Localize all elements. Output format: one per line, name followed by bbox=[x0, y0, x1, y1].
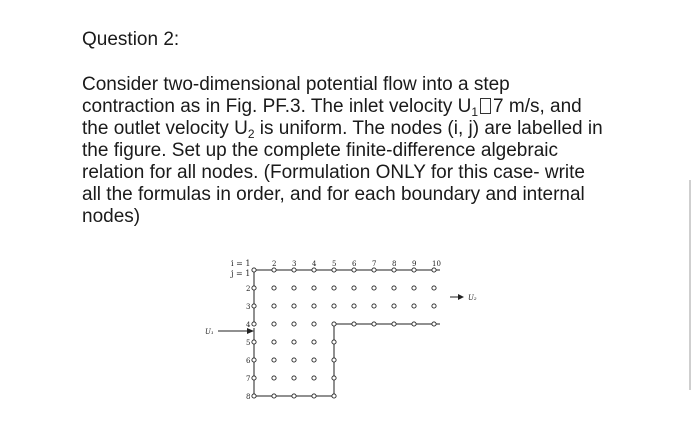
inlet-subscript: 1 bbox=[471, 105, 479, 119]
grid-node bbox=[252, 304, 256, 308]
grid-node bbox=[332, 268, 336, 272]
grid-node bbox=[272, 304, 276, 308]
column-number: 10 bbox=[432, 260, 441, 268]
grid-node bbox=[412, 304, 416, 308]
grid-node bbox=[252, 286, 256, 290]
grid-node bbox=[292, 268, 296, 272]
j-label: j = 1 bbox=[231, 269, 251, 278]
grid-node bbox=[312, 268, 316, 272]
grid-node bbox=[252, 322, 256, 326]
grid-node bbox=[292, 340, 296, 344]
question-title: Question 2: bbox=[82, 29, 180, 50]
grid-node bbox=[352, 304, 356, 308]
row-number: 4 bbox=[246, 321, 251, 329]
column-number: 2 bbox=[272, 260, 277, 268]
grid-node bbox=[312, 286, 316, 290]
grid-node bbox=[412, 268, 416, 272]
column-number: 7 bbox=[372, 260, 377, 268]
grid-node bbox=[412, 286, 416, 290]
row-number: 6 bbox=[246, 357, 251, 365]
grid-node bbox=[312, 358, 316, 362]
grid-node bbox=[372, 268, 376, 272]
row-number: 3 bbox=[246, 303, 251, 311]
grid-node bbox=[332, 340, 336, 344]
grid-node bbox=[432, 304, 436, 308]
column-number: 4 bbox=[312, 260, 317, 268]
i-label: i = 1 bbox=[231, 259, 251, 268]
grid-node bbox=[372, 304, 376, 308]
outlet-label: U₂ bbox=[468, 294, 477, 302]
grid-node bbox=[332, 286, 336, 290]
grid-node bbox=[312, 322, 316, 326]
grid-node bbox=[252, 340, 256, 344]
grid-node bbox=[312, 304, 316, 308]
grid-node bbox=[272, 376, 276, 380]
grid-nodes bbox=[252, 268, 436, 398]
top-labels bbox=[230, 259, 250, 278]
grid-node bbox=[252, 268, 256, 272]
grid-node bbox=[412, 322, 416, 326]
grid-node bbox=[312, 376, 316, 380]
grid-node bbox=[392, 268, 396, 272]
grid-node bbox=[332, 358, 336, 362]
grid-node bbox=[392, 322, 396, 326]
grid-node bbox=[352, 268, 356, 272]
grid-node bbox=[272, 268, 276, 272]
text-line-7: nodes) bbox=[82, 206, 141, 227]
grid-node bbox=[312, 394, 316, 398]
row-number: 5 bbox=[246, 339, 251, 347]
grid-node bbox=[292, 304, 296, 308]
inlet-velocity-value: 7 m/s, and bbox=[493, 96, 582, 117]
grid-node bbox=[272, 358, 276, 362]
text-line-5: relation for all nodes. (Formulation ONLY for this case- write bbox=[82, 162, 585, 183]
grid-node bbox=[392, 304, 396, 308]
grid-node bbox=[392, 286, 396, 290]
inlet-label: U₁ bbox=[205, 328, 214, 336]
grid-node bbox=[272, 340, 276, 344]
inlet-arrow bbox=[205, 328, 254, 336]
grid-node bbox=[272, 286, 276, 290]
column-number: 8 bbox=[392, 260, 397, 268]
grid-node bbox=[292, 286, 296, 290]
outlet-arrow bbox=[450, 294, 477, 302]
grid-node bbox=[312, 340, 316, 344]
grid-node bbox=[272, 322, 276, 326]
grid-node bbox=[352, 322, 356, 326]
grid-node bbox=[292, 322, 296, 326]
grid-node bbox=[372, 286, 376, 290]
grid-node bbox=[252, 358, 256, 362]
grid-node bbox=[332, 394, 336, 398]
outlet-velocity-rest: is uniform. The nodes (i, j) are labelled in bbox=[254, 118, 603, 139]
text-line-1: Consider two-dimensional potential flow into a step bbox=[82, 74, 510, 95]
column-numbers bbox=[272, 260, 441, 268]
grid-node bbox=[252, 394, 256, 398]
grid-node bbox=[332, 322, 336, 326]
grid-node bbox=[432, 286, 436, 290]
row-number: 2 bbox=[246, 285, 251, 293]
grid-node bbox=[332, 304, 336, 308]
column-number: 9 bbox=[412, 260, 417, 268]
grid-node bbox=[292, 394, 296, 398]
row-number: 8 bbox=[246, 393, 251, 401]
text-line-6: all the formulas in order, and for each boundary and internal bbox=[82, 184, 585, 205]
grid-node bbox=[292, 358, 296, 362]
row-numbers bbox=[246, 285, 251, 401]
grid-node bbox=[272, 394, 276, 398]
grid-node bbox=[352, 286, 356, 290]
outlet-velocity-text: the outlet velocity U bbox=[82, 118, 248, 139]
column-number: 5 bbox=[332, 260, 337, 268]
grid-node bbox=[432, 322, 436, 326]
outlet-subscript: 2 bbox=[247, 127, 255, 141]
grid-node bbox=[432, 268, 436, 272]
text-line-4: the figure. Set up the complete finite-difference algebraic bbox=[82, 140, 558, 161]
grid-node bbox=[332, 376, 336, 380]
grid-node bbox=[372, 322, 376, 326]
grid-node bbox=[252, 376, 256, 380]
inlet-velocity-text: contraction as in Fig. PF.3. The inlet velocity U bbox=[82, 96, 472, 117]
column-number: 3 bbox=[292, 260, 297, 268]
row-number: 7 bbox=[246, 375, 251, 383]
grid-node bbox=[292, 376, 296, 380]
column-number: 6 bbox=[352, 260, 357, 268]
